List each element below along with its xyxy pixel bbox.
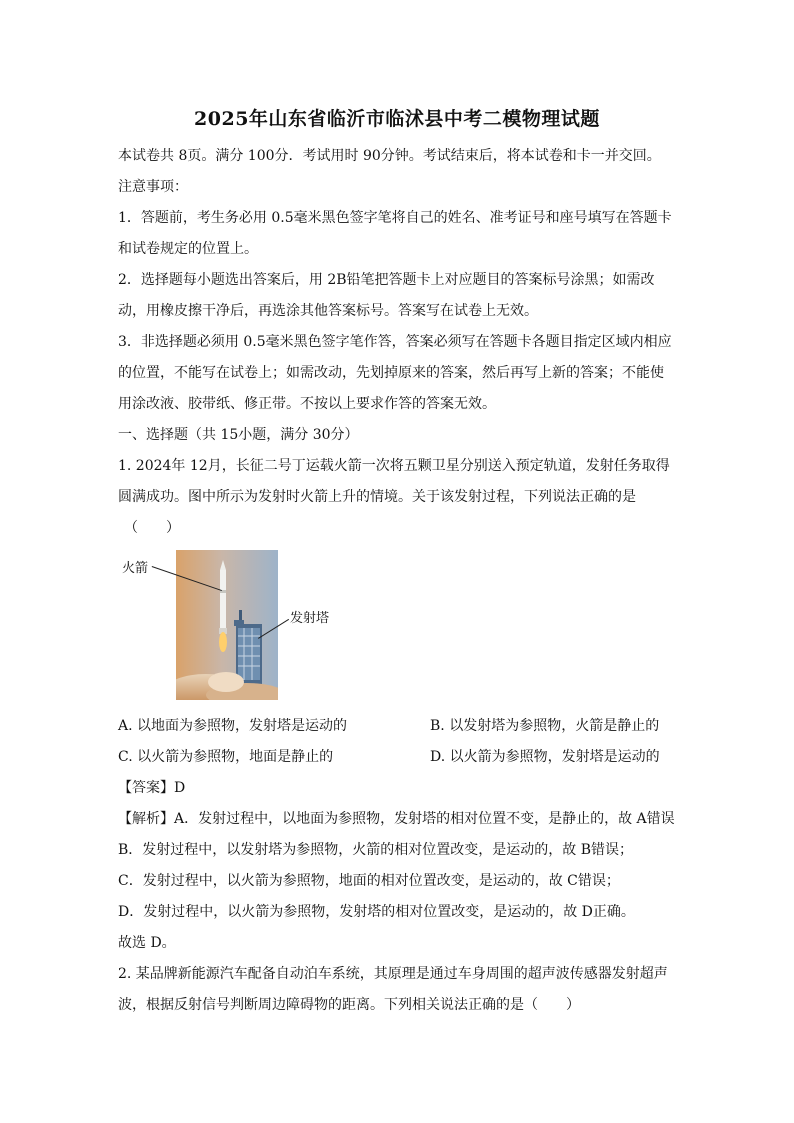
question-1-blank: （ ） xyxy=(124,520,180,536)
notice-line: 1．答题前，考生务必用 0.5毫米黑色签字笔将自己的姓名、准考证号和座号填写在答题卡 xyxy=(118,210,672,226)
question-1-text: 1. 2024年 12月，长征二号丁运载火箭一次将五颗卫星分别送入预定轨道，发射任务取得 xyxy=(118,458,670,474)
notice-line: 的位置，不能写在试卷上；如需改动，先划掉原来的答案，然后再写上新的答案；不能使 xyxy=(118,365,664,381)
section-heading: 一、选择题（共 15小题，满分 30分） xyxy=(118,427,359,443)
notice-line: 动，用橡皮擦干净后，再选涂其他答案标号。答案写在试卷上无效。 xyxy=(118,303,538,319)
tower-label: 发射塔 xyxy=(290,611,330,626)
notice-line: 和试卷规定的位置上。 xyxy=(118,241,258,257)
option-c: C. 以火箭为参照物，地面是静止的 xyxy=(118,749,334,765)
exam-intro: 本试卷共 8页。满分 100分．考试用时 90分钟。考试结束后，将本试卷和卡一并交回。 xyxy=(118,148,661,164)
question-2-text: 2. 某品牌新能源汽车配备自动泊车系统，其原理是通过车身周围的超声波传感器发射超声 xyxy=(118,966,668,982)
notice-line: 2．选择题每小题选出答案后，用 2B铅笔把答题卡上对应题目的答案标号涂黑；如需改 xyxy=(118,272,655,288)
notice-heading: 注意事项： xyxy=(118,179,188,195)
exam-title: 2025年山东省临沂市临沭县中考二模物理试题 xyxy=(194,108,600,130)
rocket-launch-photo xyxy=(176,550,278,700)
option-d: D. 以火箭为参照物，发射塔是运动的 xyxy=(430,749,660,765)
option-b: B. 以发射塔为参照物，火箭是静止的 xyxy=(430,718,660,734)
rocket-label: 火箭 xyxy=(122,561,149,576)
rocket-launch-figure xyxy=(118,548,348,704)
analysis-line: B．发射过程中，以发射塔为参照物，火箭的相对位置改变，是运动的，故 B错误； xyxy=(118,842,634,858)
question-1-text: 圆满成功。图中所示为发射时火箭上升的情境。关于该发射过程，下列说法正确的是 xyxy=(118,489,636,505)
analysis-line: 故选 D。 xyxy=(118,935,176,951)
option-a: A. 以地面为参照物，发射塔是运动的 xyxy=(118,718,348,734)
answer-label: 【答案】D xyxy=(118,780,186,796)
analysis-line: C．发射过程中，以火箭为参照物，地面的相对位置改变，是运动的，故 C错误； xyxy=(118,873,620,889)
analysis-line: 【解析】A．发射过程中，以地面为参照物，发射塔的相对位置不变，是静止的，故 A错误 xyxy=(118,811,675,827)
question-2-text: 波，根据反射信号判断周边障碍物的距离。下列相关说法正确的是（ ） xyxy=(118,997,580,1013)
notice-line: 3．非选择题必须用 0.5毫米黑色签字笔作答，答案必须写在答题卡各题目指定区域内相应 xyxy=(118,334,672,350)
analysis-line: D．发射过程中，以火箭为参照物，发射塔的相对位置改变，是运动的，故 D正确。 xyxy=(118,904,635,920)
notice-line: 用涂改液、胶带纸、修正带。不按以上要求作答的答案无效。 xyxy=(118,396,496,412)
